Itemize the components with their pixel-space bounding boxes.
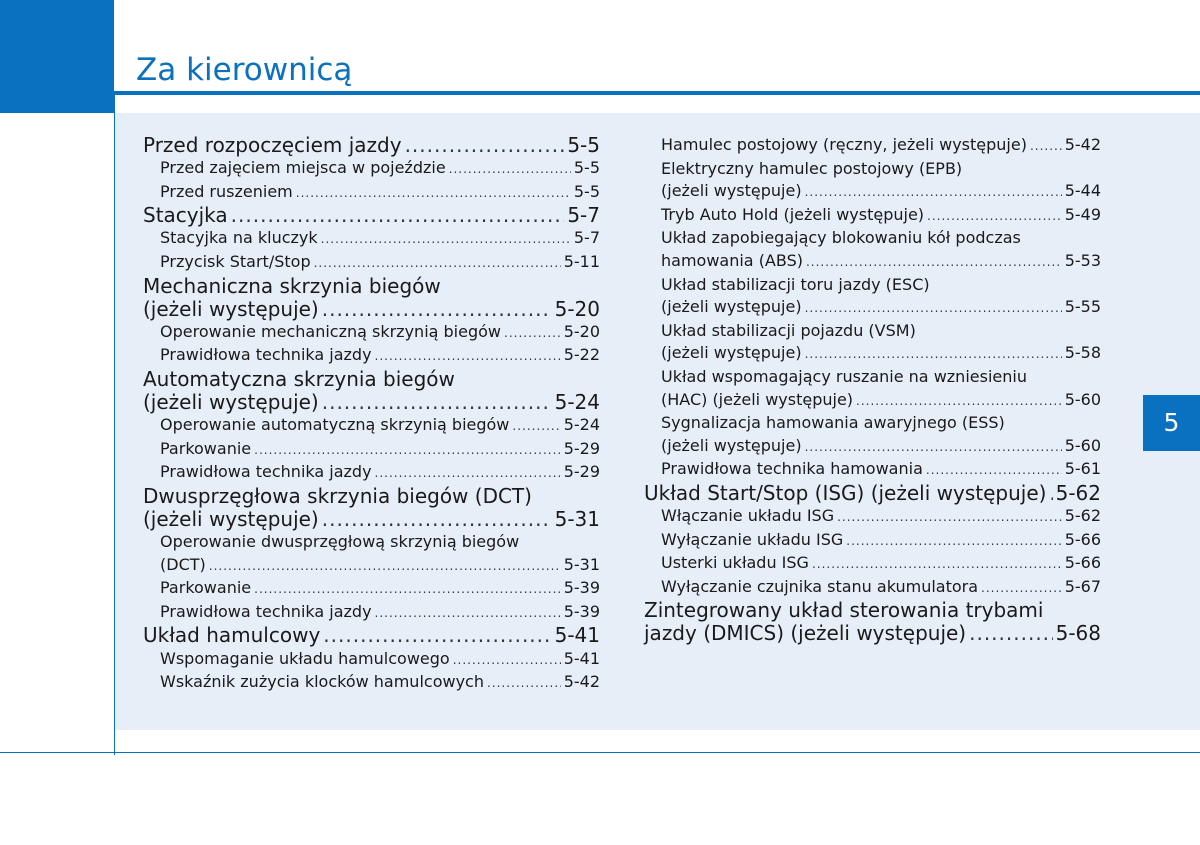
toc-section-entry[interactable]	[143, 391, 600, 414]
toc-page-number: 5-68	[1055, 621, 1101, 646]
toc-dot-leader	[375, 345, 561, 368]
toc-dot-leader	[927, 205, 1062, 228]
toc-section-entry[interactable]	[644, 622, 1101, 645]
toc-entry-title: Wyłączanie układu ISG	[661, 529, 844, 549]
toc-entry-title: Przycisk Start/Stop	[160, 251, 311, 271]
toc-entry-title: Prawidłowa technika jazdy	[160, 601, 372, 621]
toc-entry-title: Hamulec postojowy (ręczny, jeżeli występuje)	[661, 135, 1027, 154]
toc-dot-leader	[405, 134, 565, 157]
toc-entry-title: (jeżeli występuje)	[661, 435, 802, 455]
toc-page-number: 5-24	[554, 390, 600, 415]
toc-subsection-entry[interactable]	[143, 671, 600, 695]
toc-entry-title: (jeżeli występuje)	[143, 296, 319, 321]
toc-page-number: 5-62	[1064, 506, 1101, 525]
toc-subsection-entry[interactable]	[644, 296, 1101, 320]
toc-page-number: 5-58	[1064, 343, 1101, 363]
toc-page-number: 5-31	[563, 554, 600, 574]
toc-entry-title: Układ Start/Stop (ISG) (jeżeli występuje)	[644, 480, 1047, 505]
toc-section-entry[interactable]	[143, 204, 600, 227]
toc-entry-title: Parkowanie	[160, 578, 252, 598]
chapter-tab[interactable]: 5	[1143, 395, 1200, 451]
toc-entry-title: Przed rozpoczęciem jazdy	[143, 133, 402, 157]
toc-column-left	[143, 134, 600, 695]
toc-entry-title: Tryb Auto Hold (jeżeli występuje)	[661, 204, 925, 224]
toc-page-number: 5-7	[567, 203, 600, 228]
toc-subsection-entry[interactable]	[644, 412, 1101, 435]
toc-dot-leader	[449, 158, 571, 181]
page-title: Za kierownicą	[136, 52, 353, 88]
toc-subsection-entry[interactable]	[644, 458, 1101, 482]
toc-subsection-entry[interactable]	[143, 438, 600, 462]
toc-page-number: 5-53	[1064, 250, 1101, 270]
toc-section-entry[interactable]	[143, 275, 600, 298]
toc-subsection-entry[interactable]	[143, 577, 600, 601]
toc-subsection-entry[interactable]	[644, 552, 1101, 576]
toc-entry-title: Mechaniczna skrzynia biegów	[143, 273, 441, 298]
toc-entry-title: (jeżeli występuje)	[661, 343, 802, 363]
toc-subsection-entry[interactable]	[644, 134, 1101, 158]
toc-dot-leader	[322, 298, 552, 321]
toc-subsection-entry[interactable]	[644, 389, 1101, 413]
toc-subsection-entry[interactable]	[143, 181, 600, 205]
toc-subsection-entry[interactable]	[644, 227, 1101, 250]
toc-page-number: 5-67	[1064, 576, 1101, 596]
toc-entry-title: (jeżeli występuje)	[661, 181, 802, 201]
toc-entry-title: Stacyjka na kluczyk	[160, 228, 318, 248]
toc-column-right	[644, 134, 1101, 646]
bottom-rule	[0, 752, 1200, 753]
toc-subsection-entry[interactable]	[644, 250, 1101, 274]
toc-subsection-entry[interactable]	[644, 320, 1101, 343]
toc-entry-title: (jeżeli występuje)	[143, 507, 319, 531]
toc-dot-leader	[981, 577, 1062, 600]
toc-entry-title: Przed ruszeniem	[160, 181, 293, 201]
toc-subsection-entry[interactable]	[644, 505, 1101, 529]
toc-page-number: 5-5	[567, 133, 600, 157]
toc-entry-title: Wspomaganie układu hamulcowego	[160, 648, 450, 668]
toc-entry-title: Wyłączanie czujnika stanu akumulatora	[661, 576, 979, 596]
toc-page-number: 5-66	[1064, 553, 1101, 573]
toc-page-number: 5-5	[573, 158, 600, 178]
toc-page-number: 5-31	[554, 507, 600, 531]
toc-entry-title: jazdy (DMICS) (jeżeli występuje)	[644, 621, 967, 646]
toc-page-number: 5-41	[563, 648, 600, 668]
toc-page-number: 5-44	[1064, 181, 1101, 201]
toc-page-number: 5-24	[563, 415, 600, 435]
toc-dot-leader	[926, 459, 1062, 482]
toc-dot-leader	[487, 672, 561, 695]
toc-dot-leader	[453, 649, 561, 672]
toc-entry-title: Wskaźnik zużycia klocków hamulcowych	[160, 672, 484, 692]
toc-page-number: 5-55	[1064, 297, 1101, 317]
toc-subsection-entry[interactable]	[644, 576, 1101, 600]
toc-page-number: 5-60	[1064, 389, 1101, 409]
toc-entry-title: Przed zajęciem miejsca w pojeździe	[160, 158, 446, 178]
toc-section-entry[interactable]	[143, 624, 600, 647]
toc-subsection-entry[interactable]	[644, 366, 1101, 389]
toc-page-number: 5-61	[1064, 459, 1101, 479]
toc-entry-title: Układ stabilizacji pojazdu (VSM)	[661, 320, 916, 340]
corner-color-block	[0, 0, 114, 113]
toc-entry-title: Układ zapobiegający blokowaniu kół podczas	[661, 228, 1021, 248]
toc-dot-leader	[837, 506, 1062, 529]
toc-dot-leader	[314, 252, 561, 275]
toc-entry-title: (jeżeli występuje)	[661, 297, 802, 317]
toc-entry-title: Układ wspomagający ruszanie na wzniesieniu	[661, 366, 1027, 386]
toc-entry-title: Prawidłowa technika jazdy	[160, 462, 372, 482]
toc-page-number: 5-42	[563, 672, 600, 692]
toc-subsection-entry[interactable]	[143, 321, 600, 345]
toc-entry-title: Automatyczna skrzynia biegów	[143, 366, 455, 391]
toc-entry-title: Dwusprzęgłowa skrzynia biegów (DCT)	[143, 483, 532, 508]
toc-dot-leader	[375, 462, 561, 485]
toc-dot-leader	[846, 530, 1061, 553]
toc-dot-leader	[1030, 135, 1062, 158]
toc-entry-title: Parkowanie	[160, 438, 252, 458]
toc-dot-leader	[254, 578, 561, 601]
toc-dot-leader	[805, 297, 1062, 320]
toc-subsection-entry[interactable]	[644, 180, 1101, 204]
header-spacer	[114, 95, 1200, 113]
toc-page-number: 5-22	[563, 345, 600, 365]
toc-dot-leader	[231, 204, 565, 227]
toc-subsection-entry[interactable]	[644, 204, 1101, 228]
toc-entry-title: Prawidłowa technika jazdy	[160, 345, 372, 365]
toc-page-number: 5-11	[563, 251, 600, 271]
toc-dot-leader	[805, 343, 1062, 366]
toc-dot-leader	[375, 602, 561, 625]
toc-entry-title: Sygnalizacja hamowania awaryjnego (ESS)	[661, 413, 1005, 433]
toc-dot-leader	[805, 181, 1062, 204]
toc-subsection-entry[interactable]	[143, 344, 600, 368]
toc-dot-leader	[812, 553, 1062, 576]
toc-dot-leader	[1049, 482, 1052, 505]
toc-dot-leader	[321, 228, 571, 251]
toc-dot-leader	[323, 624, 551, 647]
toc-entry-title: hamowania (ABS)	[661, 250, 803, 270]
toc-dot-leader	[296, 182, 571, 205]
toc-entry-title: Układ stabilizacji toru jazdy (ESC)	[661, 274, 930, 294]
toc-subsection-entry[interactable]	[143, 648, 600, 672]
toc-subsection-entry[interactable]	[644, 435, 1101, 459]
toc-page-number: 5-7	[573, 228, 600, 248]
toc-section-entry[interactable]	[143, 134, 600, 157]
toc-page-number: 5-41	[554, 623, 600, 648]
toc-subsection-entry[interactable]	[644, 158, 1101, 181]
toc-entry-title: Operowanie mechaniczną skrzynią biegów	[160, 321, 501, 341]
toc-entry-title: (jeżeli występuje)	[143, 390, 319, 415]
toc-entry-title: Włączanie układu ISG	[661, 506, 835, 525]
toc-page-number: 5-42	[1064, 135, 1101, 154]
toc-subsection-entry[interactable]	[143, 531, 600, 554]
toc-entry-title: (DCT)	[160, 554, 206, 574]
left-margin-rule	[114, 95, 115, 755]
toc-page-number: 5-20	[563, 321, 600, 341]
toc-section-entry[interactable]	[143, 485, 600, 508]
toc-section-entry[interactable]	[644, 482, 1101, 505]
toc-dot-leader	[512, 415, 560, 438]
toc-entry-title: Układ hamulcowy	[143, 623, 321, 648]
toc-section-entry[interactable]	[143, 368, 600, 391]
toc-dot-leader	[322, 508, 552, 531]
toc-section-entry[interactable]	[143, 298, 600, 321]
toc-page-number: 5-60	[1064, 435, 1101, 455]
toc-dot-leader	[856, 390, 1062, 413]
toc-subsection-entry[interactable]	[644, 342, 1101, 366]
toc-dot-leader	[322, 391, 552, 414]
toc-dot-leader	[209, 555, 561, 578]
toc-entry-title: Operowanie automatyczną skrzynią biegów	[160, 415, 510, 435]
toc-entry-title: Prawidłowa technika hamowania	[661, 459, 923, 479]
toc-subsection-entry[interactable]	[644, 529, 1101, 553]
toc-subsection-entry[interactable]	[143, 461, 600, 485]
toc-dot-leader	[504, 322, 561, 345]
toc-subsection-entry[interactable]	[143, 157, 600, 181]
toc-entry-title: Usterki układu ISG	[661, 553, 809, 573]
toc-dot-leader	[254, 439, 561, 462]
toc-page-number: 5-49	[1064, 204, 1101, 224]
toc-entry-title: (HAC) (jeżeli występuje)	[661, 389, 854, 409]
toc-page-number: 5-29	[563, 462, 600, 482]
toc-entry-title: Zintegrowany układ sterowania trybami	[644, 598, 1044, 623]
toc-subsection-entry[interactable]	[143, 554, 600, 578]
toc-entry-title: Stacyjka	[143, 203, 228, 228]
toc-page-number: 5-5	[573, 181, 600, 201]
toc-dot-leader	[969, 622, 1053, 645]
toc-page-number: 5-62	[1055, 480, 1101, 505]
toc-subsection-entry[interactable]	[143, 227, 600, 251]
toc-entry-title: Operowanie dwusprzęgłową skrzynią biegów	[160, 532, 520, 552]
toc-page-number: 5-20	[554, 296, 600, 321]
toc-page-number: 5-29	[563, 438, 600, 458]
toc-page-number: 5-39	[563, 601, 600, 621]
toc-dot-leader	[805, 436, 1062, 459]
toc-entry-title: Elektryczny hamulec postojowy (EPB)	[661, 158, 963, 178]
toc-subsection-entry[interactable]	[143, 601, 600, 625]
toc-section-entry[interactable]	[644, 599, 1101, 622]
toc-subsection-entry[interactable]	[644, 274, 1101, 297]
toc-section-entry[interactable]	[143, 508, 600, 531]
toc-page-number: 5-66	[1064, 529, 1101, 549]
toc-subsection-entry[interactable]	[143, 414, 600, 438]
toc-subsection-entry[interactable]	[143, 251, 600, 275]
toc-page-number: 5-39	[563, 578, 600, 598]
toc-dot-leader	[806, 251, 1062, 274]
